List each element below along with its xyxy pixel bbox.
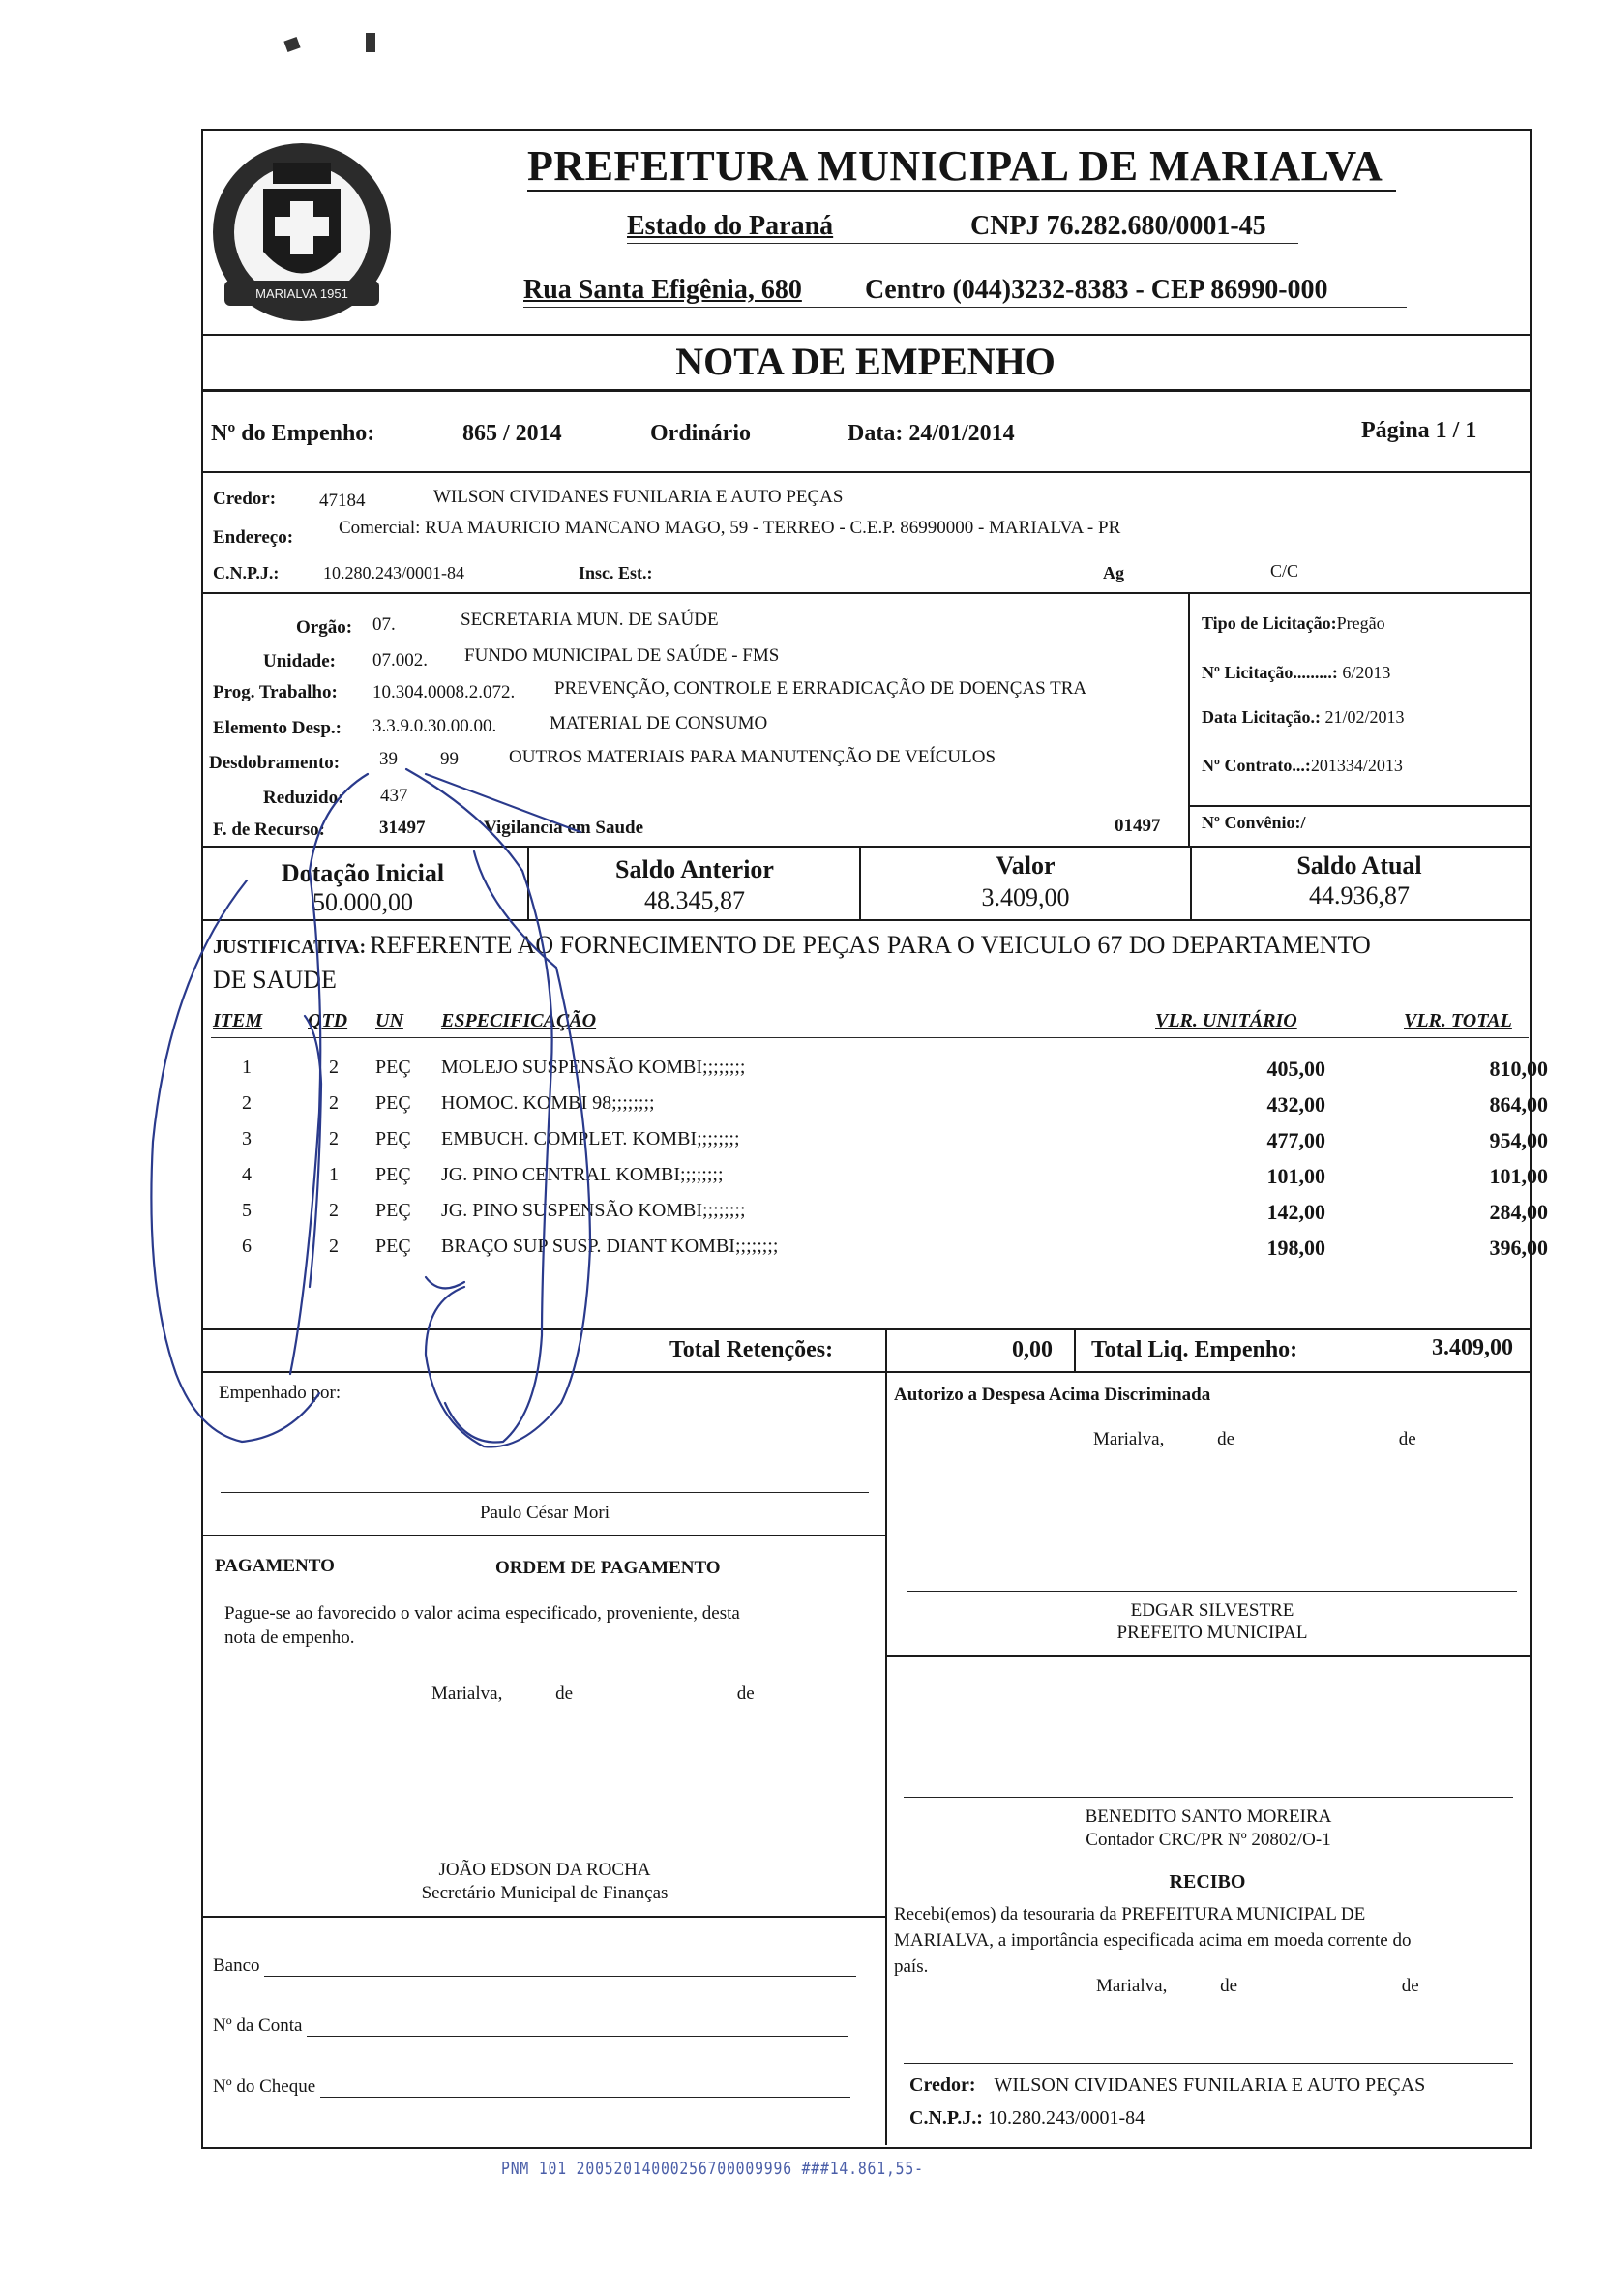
saldos-divider xyxy=(201,919,1530,921)
cheque-field[interactable] xyxy=(213,2075,850,2098)
item-vu: 142,00 xyxy=(1266,1200,1325,1224)
prefeito-signature-line xyxy=(907,1591,1517,1592)
item-qtd: 2 xyxy=(329,1092,339,1114)
recibo-date xyxy=(1096,1976,1419,1997)
item-qtd: 2 xyxy=(329,1057,339,1078)
justificativa-line2: DE SAUDE xyxy=(213,966,337,994)
cnpj-label: C.N.P.J.: xyxy=(213,563,280,582)
reduzido-label: Reduzido: xyxy=(263,788,344,808)
item-qtd: 2 xyxy=(329,1128,339,1149)
header-esp: ESPECIFICAÇÃO xyxy=(441,1010,597,1031)
doc-title: NOTA DE EMPENHO xyxy=(675,340,1056,383)
item-qtd: 2 xyxy=(329,1236,339,1257)
autorizo-city: Marialva, xyxy=(1093,1429,1165,1449)
orgao-code: 07. xyxy=(372,614,396,635)
cheque-label: Nº do Cheque xyxy=(213,2076,316,2097)
items-header-line xyxy=(211,1037,1529,1038)
header-qtd: QTD xyxy=(308,1010,348,1031)
contrato xyxy=(1202,756,1403,776)
item-qtd: 2 xyxy=(329,1200,339,1221)
empenhado-divider xyxy=(201,1535,886,1536)
dotacao-divider xyxy=(201,846,1530,848)
prefeito-title: PREFEITO MUNICIPAL xyxy=(1116,1623,1308,1643)
autorizo-date xyxy=(1093,1429,1416,1450)
secretario-divider xyxy=(201,1916,886,1918)
saldo-div-1 xyxy=(527,846,529,919)
orgao-name: SECRETARIA MUN. DE SAÚDE xyxy=(461,610,719,630)
totals-div-1 xyxy=(885,1328,887,1371)
receipt-cnpj-value: 10.280.243/0001-84 xyxy=(987,2107,1145,2129)
elemento-label: Elemento Desp.: xyxy=(213,718,342,738)
convenio-label: Nº Convênio:/ xyxy=(1202,813,1306,832)
unidade-name: FUNDO MUNICIPAL DE SAÚDE - FMS xyxy=(464,645,780,666)
tipo-licitacao-label xyxy=(1202,613,1385,634)
elemento-name: MATERIAL DE CONSUMO xyxy=(550,713,768,733)
street-label: Rua Santa Efigênia, 680 xyxy=(523,275,802,305)
tipo-licitacao-value: Pregão xyxy=(1336,613,1385,633)
autorizo-label: Autorizo a Despesa Acima Discriminada xyxy=(894,1385,1211,1405)
prog-code: 10.304.0008.2.072. xyxy=(372,682,516,702)
empenho-label: Nº do Empenho: xyxy=(211,421,375,446)
conta-line[interactable] xyxy=(307,2014,848,2037)
credor-divider xyxy=(201,592,1530,594)
receipt-credor-label: Credor: xyxy=(909,2074,976,2096)
item-vt: 810,00 xyxy=(1489,1057,1548,1081)
retencoes-value: 0,00 xyxy=(1012,1337,1053,1362)
svg-text:MARIALVA 1951: MARIALVA 1951 xyxy=(255,286,348,301)
autorizo-de2: de xyxy=(1398,1429,1416,1449)
reduzido-value: 437 xyxy=(380,786,408,806)
orgao-label: Orgão: xyxy=(296,617,353,638)
pague-line2: nota de empenho. xyxy=(224,1627,355,1648)
header-divider xyxy=(201,334,1530,336)
empenho-number: 865 / 2014 xyxy=(462,421,562,446)
page-number: Página 1 / 1 xyxy=(1361,418,1477,443)
data-licitacao-label: Data Licitação.: xyxy=(1202,707,1321,727)
item-number: 2 xyxy=(242,1092,252,1114)
unidade-label: Unidade: xyxy=(263,651,336,671)
state-underline xyxy=(627,243,1298,244)
recurso-code: 31497 xyxy=(379,818,426,838)
item-vt: 954,00 xyxy=(1489,1128,1548,1152)
item-un: PEÇ xyxy=(375,1164,411,1185)
items-divider xyxy=(201,1328,1530,1330)
empenhado-label: Empenhado por: xyxy=(219,1383,342,1403)
item-un: PEÇ xyxy=(375,1128,411,1149)
valor-value: 3.409,00 xyxy=(981,883,1070,911)
title-divider xyxy=(201,389,1530,392)
item-esp: BRAÇO SUP SUSP. DIANT KOMBI;;;;;;;; xyxy=(441,1236,779,1257)
item-vt: 284,00 xyxy=(1489,1200,1548,1224)
state-label: Estado do Paraná xyxy=(627,211,834,241)
liq-value: 3.409,00 xyxy=(1432,1335,1513,1360)
contrato-value: 201334/2013 xyxy=(1310,756,1403,775)
prog-label: Prog. Trabalho: xyxy=(213,682,338,702)
totals-divider xyxy=(201,1371,1530,1373)
scan-mark xyxy=(283,37,300,52)
title-underline xyxy=(527,190,1396,192)
secretario-title: Secretário Municipal de Finanças xyxy=(421,1883,669,1903)
prog-name: PREVENÇÃO, CONTROLE E ERRADICAÇÃO DE DOENÇAS TRA xyxy=(554,678,1087,699)
pague-line1: Pague-se ao favorecido o valor acima especificado, proveniente, desta xyxy=(224,1603,740,1624)
desdob-code: 39 xyxy=(379,749,398,769)
item-esp: HOMOC. KOMBI 98;;;;;;;; xyxy=(441,1092,655,1114)
elemento-code: 3.3.9.0.30.00.00. xyxy=(372,716,497,736)
saldo-anterior-value: 48.345,87 xyxy=(644,886,745,914)
item-vu: 432,00 xyxy=(1266,1092,1325,1117)
empenho-type: Ordinário xyxy=(650,421,752,446)
banco-line[interactable] xyxy=(264,1954,856,1977)
header-vu: VLR. UNITÁRIO xyxy=(1155,1010,1297,1031)
item-un: PEÇ xyxy=(375,1057,411,1078)
credor-name: WILSON CIVIDANES FUNILARIA E AUTO PEÇAS xyxy=(433,487,844,507)
item-vu: 198,00 xyxy=(1266,1236,1325,1260)
item-vu: 477,00 xyxy=(1266,1128,1325,1152)
cheque-line[interactable] xyxy=(320,2075,850,2098)
autorizo-de1: de xyxy=(1217,1429,1235,1449)
credor-code: 47184 xyxy=(319,491,366,511)
recurso-label: F. de Recurso: xyxy=(213,820,325,840)
credor-signature-line xyxy=(904,2063,1513,2064)
contador-name: BENEDITO SANTO MOREIRA xyxy=(1085,1806,1332,1827)
item-vu: 101,00 xyxy=(1266,1164,1325,1188)
address-label: Endereço: xyxy=(213,527,294,548)
contador-signature-line xyxy=(904,1797,1513,1798)
credor-address: Comercial: RUA MAURICIO MANCANO MAGO, 59 - TERREO - C.E.P. 86990000 - MARIALVA - PR xyxy=(339,518,1121,538)
numero-licitacao xyxy=(1202,663,1390,683)
insc-label: Insc. Est.: xyxy=(579,563,653,582)
empenho-divider xyxy=(201,471,1530,473)
conta-label: Nº da Conta xyxy=(213,2015,303,2036)
item-vt: 101,00 xyxy=(1489,1164,1548,1188)
item-esp: EMBUCH. COMPLET. KOMBI;;;;;;;; xyxy=(441,1128,740,1149)
justificativa xyxy=(213,931,1371,960)
recibo-line3: país. xyxy=(894,1956,929,1977)
item-number: 5 xyxy=(242,1200,252,1221)
pagamento-de2: de xyxy=(736,1684,755,1704)
municipality-title: PREFEITURA MUNICIPAL DE MARIALVA xyxy=(527,142,1383,190)
credor-label: Credor: xyxy=(213,489,277,509)
item-un: PEÇ xyxy=(375,1200,411,1221)
conta-field[interactable] xyxy=(213,2014,848,2037)
licitacao-divider xyxy=(1188,592,1190,846)
item-number: 1 xyxy=(242,1057,252,1078)
cc-label: C/C xyxy=(1270,561,1299,581)
receipt-cnpj-label: C.N.P.J.: xyxy=(909,2107,983,2129)
scan-mark xyxy=(366,33,375,52)
dotacao-inicial-label: Dotação Inicial xyxy=(281,859,445,887)
valor-label: Valor xyxy=(996,851,1056,880)
pagamento-de1: de xyxy=(555,1684,574,1704)
pagamento-label: PAGAMENTO xyxy=(215,1556,335,1576)
pagamento-city: Marialva, xyxy=(431,1684,503,1704)
desdob-label: Desdobramento: xyxy=(209,753,341,773)
desdob-name: OUTROS MATERIAIS PARA MANUTENÇÃO DE VEÍCULOS xyxy=(509,747,996,767)
recibo-line1: Recebi(emos) da tesouraria da PREFEITURA MUNICIPAL DE xyxy=(894,1904,1366,1924)
receipt-cnpj xyxy=(909,2107,1145,2130)
unidade-code: 07.002. xyxy=(372,650,428,671)
empenhado-signature-line xyxy=(221,1492,869,1493)
item-vt: 396,00 xyxy=(1489,1236,1548,1260)
header-vt: VLR. TOTAL xyxy=(1404,1010,1512,1031)
prefeito-name: EDGAR SILVESTRE xyxy=(1130,1600,1294,1621)
address-header: Centro (044)3232-8383 - CEP 86990-000 xyxy=(865,275,1328,305)
secretario-name: JOÃO EDSON DA ROCHA xyxy=(438,1860,651,1880)
item-esp: JG. PINO SUSPENSÃO KOMBI;;;;;;;; xyxy=(441,1200,746,1221)
item-esp: MOLEJO SUSPENSÃO KOMBI;;;;;;;; xyxy=(441,1057,746,1078)
pagamento-date xyxy=(431,1684,755,1705)
saldo-atual-label: Saldo Atual xyxy=(1296,851,1422,880)
numero-licitacao-label: Nº Licitação.........: xyxy=(1202,663,1338,682)
justificativa-line1: REFERENTE AO FORNECIMENTO DE PEÇAS PARA O VEICULO 67 DO DEPARTAMENTO xyxy=(370,931,1371,959)
header-item: ITEM xyxy=(213,1010,263,1031)
municipal-crest xyxy=(205,135,399,339)
tipo-licitacao-label-text: Tipo de Licitação: xyxy=(1202,613,1337,633)
banco-field[interactable] xyxy=(213,1954,856,1977)
retencoes-label: Total Retenções: xyxy=(669,1337,834,1362)
receipt-credor xyxy=(909,2074,1425,2097)
item-number: 4 xyxy=(242,1164,252,1185)
saldo-anterior-label: Saldo Anterior xyxy=(615,855,774,883)
prefeito-divider xyxy=(885,1655,1530,1657)
credor-cnpj: 10.280.243/0001-84 xyxy=(323,563,464,582)
data-licitacao xyxy=(1202,707,1404,728)
item-esp: JG. PINO CENTRAL KOMBI;;;;;;;; xyxy=(441,1164,724,1185)
recurso-ref: 01497 xyxy=(1115,816,1161,836)
contrato-label: Nº Contrato...: xyxy=(1202,756,1311,775)
receipt-credor-name: WILSON CIVIDANES FUNILARIA E AUTO PEÇAS xyxy=(994,2074,1426,2096)
recibo-city: Marialva, xyxy=(1096,1976,1168,1996)
ag-label: Ag xyxy=(1103,563,1124,582)
justificativa-label: JUSTIFICATIVA: xyxy=(213,937,367,958)
item-qtd: 1 xyxy=(329,1164,339,1185)
desdob-sub: 99 xyxy=(440,749,459,769)
cnpj-header: CNPJ 76.282.680/0001-45 xyxy=(970,211,1266,241)
footer-stamp: PNM 101 20052014000256700009996 ###14.861,55- xyxy=(501,2159,924,2179)
liq-label: Total Liq. Empenho: xyxy=(1091,1337,1298,1362)
empenhado-name: Paulo César Mori xyxy=(479,1503,610,1523)
banco-label: Banco xyxy=(213,1955,260,1976)
licitacao-inner-line xyxy=(1188,805,1530,807)
item-vu: 405,00 xyxy=(1266,1057,1325,1081)
address-underline xyxy=(523,307,1407,308)
data-licitacao-value: 21/02/2013 xyxy=(1324,707,1405,727)
sign-center-divider xyxy=(885,1371,887,2145)
dotacao-inicial-value: 50.000,00 xyxy=(312,888,413,916)
recibo-de2: de xyxy=(1401,1976,1419,1996)
totals-div-2 xyxy=(1074,1328,1076,1371)
contador-title: Contador CRC/PR Nº 20802/O-1 xyxy=(1086,1830,1331,1850)
ordem-label: ORDEM DE PAGAMENTO xyxy=(495,1558,721,1578)
item-number: 3 xyxy=(242,1128,252,1149)
recurso-name: Vigilancia em Saude xyxy=(484,818,644,838)
saldo-atual-value: 44.936,87 xyxy=(1309,881,1410,909)
item-un: PEÇ xyxy=(375,1092,411,1114)
item-un: PEÇ xyxy=(375,1236,411,1257)
header-un: UN xyxy=(375,1010,403,1031)
recibo-de1: de xyxy=(1220,1976,1238,1996)
item-number: 6 xyxy=(242,1236,252,1257)
recibo-line2: MARIALVA, a importância especificada acima em moeda corrente do xyxy=(894,1930,1412,1951)
numero-licitacao-value: 6/2013 xyxy=(1342,663,1391,682)
item-vt: 864,00 xyxy=(1489,1092,1548,1117)
empenho-date: Data: 24/01/2014 xyxy=(848,421,1015,446)
recibo-label: RECIBO xyxy=(1169,1871,1246,1893)
